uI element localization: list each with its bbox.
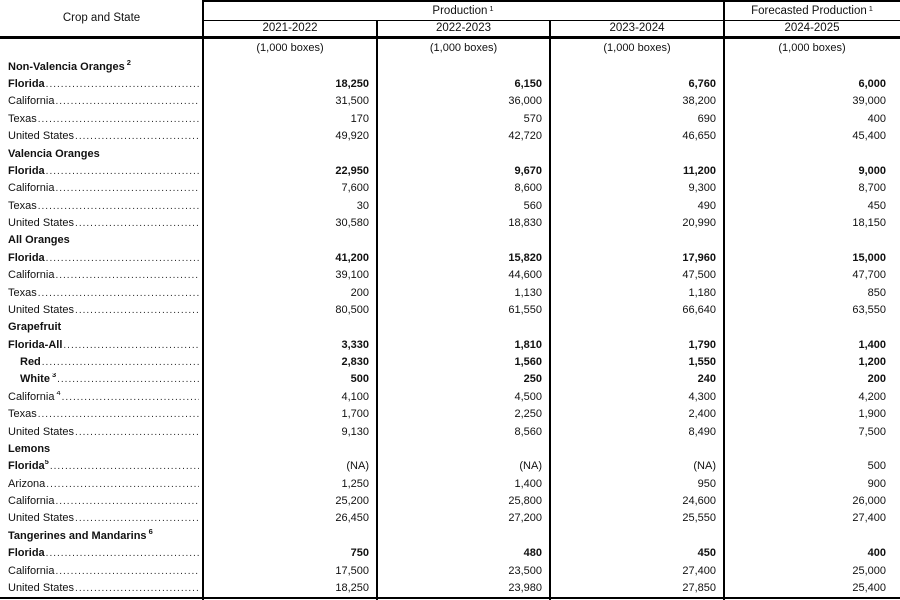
table-row	[0, 458, 900, 475]
table-row	[0, 353, 900, 370]
cell-value: 25,550	[682, 512, 716, 525]
cell-value: 27,400	[852, 512, 886, 525]
cell-value: 3,330	[341, 338, 369, 351]
row-label-cell	[0, 408, 203, 420]
table-row	[0, 423, 900, 440]
cell-value: 11,200	[682, 164, 716, 177]
dot-leader	[62, 392, 199, 403]
cell-value: 850	[867, 286, 886, 299]
cell-value: 8,490	[688, 425, 716, 438]
cell-value: 1,550	[688, 356, 716, 369]
footnote-ref-4: 4	[56, 390, 61, 397]
table-row	[0, 197, 900, 214]
cell-value: 1,130	[514, 286, 542, 299]
dot-leader	[63, 340, 199, 351]
cell-value: 4,500	[514, 390, 542, 403]
table-row	[0, 284, 900, 301]
cell-value: 750	[350, 547, 369, 560]
dot-leader	[46, 253, 199, 264]
dot-leader	[55, 183, 199, 194]
section-title-text: All Oranges	[8, 234, 70, 247]
section-title	[0, 443, 50, 455]
cell-value: 7,500	[858, 425, 886, 438]
section-header-row	[0, 58, 900, 75]
table-row	[0, 214, 900, 231]
cell-value: 2,830	[341, 356, 369, 369]
table-row	[0, 162, 900, 179]
cell-value: 400	[867, 547, 886, 560]
cell-value: 6,000	[858, 78, 886, 91]
cell-value: 20,990	[682, 217, 716, 230]
table-row	[0, 249, 900, 266]
table-row	[0, 180, 900, 197]
table-row	[0, 371, 900, 388]
dot-leader	[46, 79, 199, 90]
footnote-ref-6: 6	[148, 526, 153, 536]
footnote-ref-1: 1	[868, 3, 873, 13]
cell-value: 23,980	[508, 581, 542, 594]
cell-value: 560	[523, 199, 542, 212]
cell-value: 18,250	[335, 581, 369, 594]
cell-value: 8,600	[514, 182, 542, 195]
row-label-cell	[0, 495, 203, 507]
footnote-ref-5: 5	[44, 460, 49, 467]
row-label-cell	[0, 478, 203, 490]
cell-value: 61,550	[508, 303, 542, 316]
cell-value: 17,500	[335, 564, 369, 577]
cell-value: 500	[867, 460, 886, 473]
cell-value: 26,000	[852, 495, 886, 508]
cell-value: 950	[697, 477, 716, 490]
cell-value: 6,150	[514, 78, 542, 91]
header-year-2022-2023: 2022-2023	[436, 22, 491, 34]
table-row	[0, 579, 900, 596]
row-label-cell	[0, 113, 203, 125]
dot-leader	[38, 288, 199, 299]
table-row	[0, 75, 900, 92]
cell-value: 47,700	[852, 269, 886, 282]
row-label-cell	[0, 217, 203, 229]
row-label: United States	[8, 217, 75, 230]
table-row	[0, 406, 900, 423]
cell-value: 400	[867, 112, 886, 125]
dot-leader	[75, 305, 199, 316]
cell-value: 9,670	[514, 164, 542, 177]
cell-value: 1,250	[341, 477, 369, 490]
table-row	[0, 510, 900, 527]
row-label: Florida	[8, 251, 45, 264]
cell-value: 4,100	[341, 390, 369, 403]
cell-value: 9,000	[858, 164, 886, 177]
cell-value: 25,000	[852, 564, 886, 577]
row-label: United States	[8, 425, 75, 438]
section-title-text: Valencia Oranges	[8, 147, 100, 160]
row-label: California	[8, 495, 55, 508]
row-label-cell	[0, 269, 203, 281]
cell-value: 8,560	[514, 425, 542, 438]
dot-leader	[46, 166, 199, 177]
row-label: United States	[8, 130, 75, 143]
row-label-cell	[0, 426, 203, 438]
cell-value: 250	[523, 373, 542, 386]
cell-value: 41,200	[335, 251, 369, 264]
border-bottom-heavy	[0, 597, 900, 600]
section-title	[0, 57, 131, 73]
header-year-2023-2024: 2023-2024	[609, 22, 665, 34]
row-label: Florida	[8, 78, 45, 91]
header-forecasted-production-label: Forecasted Production	[751, 4, 867, 17]
header-year-2021-2022: 2021-2022	[262, 22, 318, 34]
cell-value: 47,500	[682, 269, 716, 282]
section-header-row	[0, 232, 900, 249]
row-label: United States	[8, 512, 75, 525]
cell-value: 66,640	[682, 303, 716, 316]
cell-value: 690	[697, 112, 716, 125]
row-label-cell	[0, 78, 203, 90]
cell-value: 6,760	[688, 78, 716, 91]
cell-value: 27,400	[682, 564, 716, 577]
cell-value: 27,200	[508, 512, 542, 525]
row-label-cell	[0, 130, 203, 142]
section-title	[0, 321, 61, 333]
dot-leader	[75, 583, 199, 594]
cell-value: 1,400	[858, 338, 886, 351]
cell-value: 36,000	[508, 95, 542, 108]
row-label: White $^3$	[20, 373, 56, 385]
row-label: California	[8, 564, 55, 577]
row-label-cell	[0, 252, 203, 264]
cell-value: 80,500	[335, 303, 369, 316]
row-label-cell	[0, 287, 203, 299]
header-unit-col4: (1,000 boxes)	[778, 41, 846, 54]
cell-value: 18,830	[508, 217, 542, 230]
cell-value: 9,130	[341, 425, 369, 438]
cell-value: 200	[350, 286, 369, 299]
section-title-text: Tangerines and Mandarins	[8, 529, 147, 542]
table-row	[0, 475, 900, 492]
cell-value: 25,400	[852, 581, 886, 594]
section-header-row	[0, 440, 900, 457]
dot-leader	[50, 461, 199, 472]
row-label: Florida-All	[8, 338, 63, 351]
section-title-text: Lemons	[8, 442, 51, 455]
dot-leader	[75, 513, 199, 524]
dot-leader	[55, 270, 199, 281]
row-label: California	[8, 95, 55, 108]
row-label-cell	[0, 391, 203, 403]
row-label: United States	[8, 581, 75, 594]
cell-value: 18,250	[335, 78, 369, 91]
header-forecasted-production	[724, 2, 900, 19]
cell-value: 1,200	[858, 356, 886, 369]
cell-value: 15,820	[508, 251, 542, 264]
header-crop-and-state: Crop and State	[62, 12, 141, 24]
cell-value: 1,700	[341, 408, 369, 421]
cell-value: 200	[867, 373, 886, 386]
cell-value: 31,500	[335, 95, 369, 108]
footnote-ref-3: 3	[51, 373, 57, 380]
row-label: Florida$^5$	[8, 460, 49, 472]
cell-value: 900	[867, 477, 886, 490]
table-row	[0, 267, 900, 284]
header-year-2024-2025: 2024-2025	[784, 22, 840, 34]
row-label-cell	[0, 547, 203, 559]
cell-value: (NA)	[693, 460, 716, 473]
cell-value: 450	[867, 199, 886, 212]
table-row	[0, 93, 900, 110]
cell-value: 170	[350, 112, 369, 125]
dot-leader	[46, 548, 199, 559]
table-row	[0, 388, 900, 405]
cell-value: 49,920	[335, 130, 369, 143]
table-row	[0, 545, 900, 562]
cell-value: 1,560	[514, 356, 542, 369]
section-header-row	[0, 145, 900, 162]
cell-value: 480	[523, 547, 542, 560]
section-title-text: Non-Valencia Oranges	[8, 60, 125, 73]
dot-leader	[38, 409, 199, 420]
cell-value: 2,400	[688, 408, 716, 421]
dot-leader	[55, 496, 199, 507]
cell-value: 25,200	[335, 495, 369, 508]
cell-value: 42,720	[508, 130, 542, 143]
cell-value: 1,400	[514, 477, 542, 490]
cell-value: 22,950	[335, 164, 369, 177]
row-label-cell	[0, 512, 203, 524]
cell-value: 9,300	[688, 182, 716, 195]
cell-value: 500	[350, 373, 369, 386]
header-production-label: Production	[432, 4, 488, 17]
cell-value: 39,100	[335, 269, 369, 282]
header-production	[203, 2, 723, 19]
cell-value: 1,810	[514, 338, 542, 351]
cell-value: 450	[697, 547, 716, 560]
table-row	[0, 562, 900, 579]
header-unit-col3: (1,000 boxes)	[603, 41, 671, 54]
section-title	[0, 234, 70, 246]
row-label: Arizona	[8, 477, 46, 490]
row-label: California $^4$	[8, 391, 61, 403]
row-label: Red	[20, 356, 41, 369]
cell-value: 23,500	[508, 564, 542, 577]
cell-value: 25,800	[508, 495, 542, 508]
row-label-cell	[0, 182, 203, 194]
cell-value: 24,600	[682, 495, 716, 508]
header-unit-col2: (1,000 boxes)	[429, 41, 498, 54]
table-row	[0, 492, 900, 509]
dot-leader	[38, 201, 199, 212]
row-label-cell	[0, 460, 203, 472]
table-row	[0, 336, 900, 353]
row-label-cell	[0, 565, 203, 577]
row-label-cell	[0, 95, 203, 107]
cell-value: 1,790	[688, 338, 716, 351]
row-label: Texas	[8, 286, 37, 299]
cell-value: 63,550	[852, 303, 886, 316]
row-label: Florida	[8, 164, 45, 177]
cell-value: 1,180	[688, 286, 716, 299]
dot-leader	[42, 357, 199, 368]
footnote-ref-1: 1	[489, 3, 494, 13]
cell-value: 4,200	[858, 390, 886, 403]
row-label-cell	[0, 373, 203, 385]
dot-leader	[75, 427, 199, 438]
section-header-row	[0, 527, 900, 544]
row-label-cell	[0, 582, 203, 594]
footnote-ref-2: 2	[126, 57, 131, 67]
cell-value: 2,250	[514, 408, 542, 421]
dot-leader	[75, 218, 199, 229]
row-label: Texas	[8, 408, 37, 421]
cell-value: 27,850	[682, 581, 716, 594]
row-label: California	[8, 182, 55, 195]
cell-value: (NA)	[346, 460, 369, 473]
table-row	[0, 301, 900, 318]
dot-leader	[55, 96, 199, 107]
cell-value: 490	[697, 199, 716, 212]
cell-value: 8,700	[858, 182, 886, 195]
section-title-text: Grapefruit	[8, 321, 62, 334]
row-label-cell	[0, 339, 203, 351]
cell-value: 44,600	[508, 269, 542, 282]
cell-value: 39,000	[852, 95, 886, 108]
cell-value: 45,400	[852, 130, 886, 143]
row-label: United States	[8, 303, 75, 316]
cell-value: 26,450	[335, 512, 369, 525]
cell-value: (NA)	[519, 460, 542, 473]
cell-value: 17,960	[682, 251, 716, 264]
section-title	[0, 526, 153, 542]
cell-value: 38,200	[682, 95, 716, 108]
cell-value: 1,900	[858, 408, 886, 421]
cell-value: 18,150	[852, 217, 886, 230]
row-label-cell	[0, 165, 203, 177]
section-header-row	[0, 319, 900, 336]
row-label: Texas	[8, 112, 37, 125]
cell-value: 570	[523, 112, 542, 125]
cell-value: 46,650	[682, 130, 716, 143]
table-row	[0, 128, 900, 145]
table-row	[0, 110, 900, 127]
dot-leader	[55, 566, 199, 577]
dot-leader	[75, 131, 199, 142]
table-body	[0, 58, 900, 597]
dot-leader	[57, 374, 199, 385]
row-label: Texas	[8, 199, 37, 212]
cell-value: 30,580	[335, 217, 369, 230]
cell-value: 4,300	[688, 390, 716, 403]
section-title	[0, 148, 100, 160]
cell-value: 30	[356, 199, 369, 212]
cell-value: 240	[697, 373, 716, 386]
row-label-cell	[0, 304, 203, 316]
row-label-cell	[0, 356, 203, 368]
cell-value: 15,000	[852, 251, 886, 264]
row-label: California	[8, 269, 55, 282]
row-label: Florida	[8, 547, 45, 560]
cell-value: 7,600	[341, 182, 369, 195]
header-unit-col1: (1,000 boxes)	[256, 41, 324, 54]
dot-leader	[46, 479, 199, 490]
dot-leader	[38, 114, 199, 125]
row-label-cell	[0, 200, 203, 212]
